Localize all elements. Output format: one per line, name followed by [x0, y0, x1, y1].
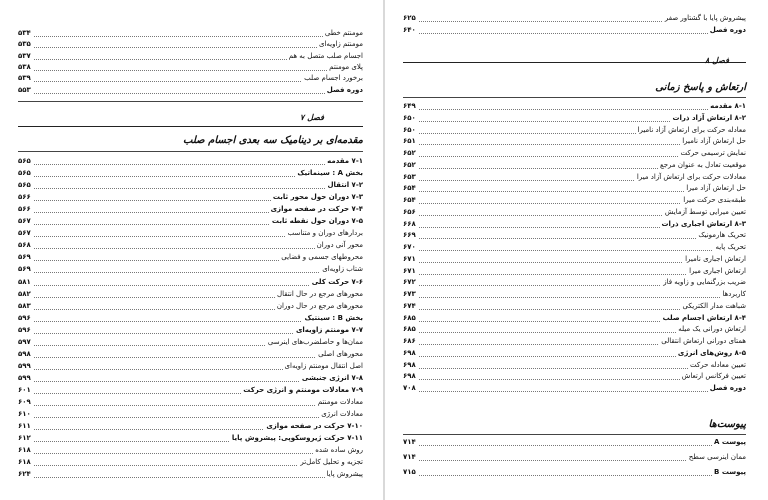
toc-entry[interactable] [18, 62, 363, 73]
toc-entry-page: ۷۰۸ [403, 384, 416, 392]
toc-entry[interactable] [403, 195, 746, 206]
toc-entry[interactable] [403, 371, 746, 382]
toc-entry-title: تحریک پایه [715, 243, 746, 251]
toc-entry[interactable] [18, 325, 363, 336]
toc-entry-title: ۷-۱ مقدمه [327, 157, 363, 165]
chapter-7-rule [18, 126, 363, 127]
toc-entry-page: ۶۶۹ [403, 231, 416, 240]
dot-leader [18, 47, 363, 48]
toc-entry[interactable] [18, 264, 363, 275]
appendices-title: پیوست‌ها [708, 419, 746, 430]
toc-entry[interactable] [18, 445, 363, 456]
dot-leader [18, 477, 363, 478]
toc-entry-page: ۵۶۷ [18, 217, 31, 226]
right-top-toc [403, 13, 746, 43]
toc-entry-page: ۶۴۰ [403, 26, 416, 34]
dot-leader [403, 445, 746, 446]
dot-leader [18, 93, 363, 94]
toc-entry[interactable] [18, 168, 363, 179]
toc-entry-page: ۶۷۱ [403, 266, 416, 275]
toc-entry-title: ۸-۴ ارتعاش اجسام صلب [662, 313, 746, 322]
toc-entry-page: ۶۵۰ [403, 125, 416, 134]
toc-entry-page: ۵۶۷ [18, 229, 31, 238]
toc-entry-page: ۵۶۶ [18, 205, 31, 214]
toc-entry[interactable] [403, 207, 746, 218]
toc-entry-page: ۶۷۴ [403, 301, 416, 310]
toc-entry[interactable] [18, 73, 363, 84]
chapter-8-rule [403, 62, 746, 63]
toc-entry-page: ۶۹۸ [403, 348, 416, 357]
toc-entry-page: ۷۱۴ [403, 453, 416, 461]
toc-entry-title: ۷-۱۰ حرکت در صفحه موازی [266, 422, 363, 431]
toc-entry[interactable] [18, 313, 363, 324]
toc-entry[interactable] [18, 301, 363, 312]
toc-entry[interactable] [18, 469, 363, 480]
toc-entry-title: پیشروش پایا [326, 470, 363, 479]
toc-entry[interactable] [18, 277, 363, 288]
toc-entry-page: ۶۵۱ [403, 137, 416, 146]
toc-entry-title: ارتعاش دورانی یک میله [678, 325, 746, 334]
toc-entry[interactable] [18, 252, 363, 263]
toc-entry-title: روش ساده شده [315, 446, 363, 455]
toc-entry[interactable] [403, 172, 746, 183]
toc-entry-title: ارتعاش اجباری میرا [689, 266, 746, 275]
toc-entry-page: ۶۵۲ [403, 149, 416, 157]
toc-entry[interactable] [18, 457, 363, 468]
toc-entry-title: ۷-۷ مومنتم زاویه‌ای [295, 325, 363, 334]
appendices-toc [403, 437, 746, 497]
toc-entry-title: شباهت مدار الکتریکی [682, 301, 746, 310]
toc-entry-title: اصل انتقال مومنتم زاویه‌ای [284, 361, 363, 370]
toc-entry-page: ۶۸۶ [403, 337, 416, 345]
toc-entry-page: ۶۵۶ [403, 207, 416, 216]
toc-entry-page: ۶۵۴ [403, 196, 416, 204]
toc-entry[interactable] [403, 383, 746, 394]
dot-leader [403, 475, 746, 476]
dot-leader [403, 109, 746, 110]
chapter-8-toc [403, 101, 746, 411]
toc-entry-page: ۵۹۹ [18, 361, 31, 370]
toc-entry-title: تعیین میرایی توسط آزمایش [664, 207, 746, 216]
toc-entry-title: همتای دورانی ارتعاش انتقالی [661, 337, 746, 345]
toc-entry[interactable] [403, 25, 746, 36]
toc-entry[interactable] [403, 437, 746, 448]
toc-entry-title: برخورد اجسام صلب [304, 74, 363, 83]
toc-entry-page: ۶۷۲ [403, 278, 416, 287]
toc-entry-title: بخش A : سینماتیک [297, 169, 363, 178]
dot-leader [18, 357, 363, 358]
toc-entry[interactable] [403, 277, 746, 288]
toc-entry-page: ۶۹۸ [403, 372, 416, 381]
toc-entry-page: ۶۱۸ [18, 446, 31, 455]
toc-entry-page: ۵۹۶ [18, 313, 31, 322]
toc-entry-page: ۵۳۴ [18, 29, 31, 37]
toc-entry[interactable] [18, 337, 363, 348]
toc-entry-title: ضریب بزرگنمایی و زاویه فاز [663, 278, 746, 287]
toc-entry-page: ۵۶۹ [18, 253, 31, 262]
toc-entry-title: ۸-۱ مقدمه [710, 102, 746, 110]
toc-entry-title: پیشروش پایا با گشتاور صفر [664, 14, 746, 22]
toc-entry[interactable] [403, 348, 746, 359]
toc-entry-title: پیوست A [713, 438, 746, 446]
toc-entry[interactable] [403, 313, 746, 324]
toc-entry-page: ۶۵۳ [403, 172, 416, 181]
toc-entry-title: تعیین معادله حرکت [690, 360, 746, 369]
dot-leader [403, 238, 746, 239]
toc-entry-title: ۷-۵ دوران حول نقطه ثابت [271, 217, 363, 226]
left-divider [18, 101, 363, 102]
toc-entry[interactable] [403, 324, 746, 335]
toc-entry-page: ۶۲۵ [403, 14, 416, 22]
toc-entry[interactable] [403, 266, 746, 277]
toc-entry-page: ۵۶۸ [18, 241, 31, 250]
toc-entry-title: ۸-۵ روش‌های انرژی [677, 348, 746, 357]
toc-entry-page: ۶۸۵ [403, 325, 416, 334]
toc-entry[interactable] [403, 160, 746, 171]
left-page [0, 0, 383, 500]
toc-entry-page: ۵۹۹ [18, 373, 31, 382]
toc-entry[interactable] [18, 433, 363, 444]
toc-entry-page: ۵۶۵ [18, 169, 31, 178]
toc-entry-page: ۷۱۵ [403, 468, 416, 476]
toc-entry[interactable] [18, 409, 363, 420]
toc-entry-title: تجزیه و تحلیل کامل‌تر [300, 458, 363, 467]
toc-entry-title: مومنتم خطی [324, 29, 363, 37]
toc-entry-title: مومنتم زاویه‌ای [318, 40, 363, 49]
dot-leader [18, 36, 363, 37]
toc-entry[interactable] [403, 242, 746, 253]
toc-entry[interactable] [403, 301, 746, 312]
toc-entry-page: ۵۳۹ [18, 74, 31, 83]
toc-entry[interactable] [18, 228, 363, 239]
toc-entry-title: معادله حرکت برای ارتعاش آزاد نامیرا [637, 125, 746, 134]
toc-entry-title: موقعیت تعادل به عنوان مرجع [660, 160, 746, 169]
toc-entry-page: ۶۵۰ [403, 113, 416, 122]
toc-entry-page: ۶۹۸ [403, 360, 416, 369]
toc-entry-page: ۶۴۹ [403, 102, 416, 110]
toc-entry-page: ۶۱۲ [18, 434, 31, 443]
toc-entry-title: حل ارتعاش آزاد میرا [686, 184, 746, 193]
chapter-8-label: فصل ۸ [705, 56, 729, 65]
toc-entry-page: ۶۵۲ [403, 160, 416, 169]
toc-entry-page: ۵۸۳ [18, 301, 31, 310]
toc-entry-page: ۷۱۴ [403, 438, 416, 446]
toc-entry-page: ۵۳۵ [18, 40, 31, 49]
toc-entry[interactable] [18, 192, 363, 203]
toc-entry-title: ۷-۴ حرکت در صفحه موازی [270, 205, 363, 214]
toc-entry[interactable] [403, 113, 746, 124]
toc-entry-page: ۶۰۱ [18, 385, 31, 394]
toc-entry[interactable] [18, 39, 363, 50]
toc-entry-title: ۷-۹ معادلات مومنتم و انرژی حرکت [243, 385, 363, 394]
dot-leader [18, 188, 363, 189]
toc-entry-page: ۶۵۴ [403, 184, 416, 193]
toc-entry[interactable] [18, 421, 363, 432]
toc-entry-title: محورهای مرجع در حال انتقال [277, 289, 363, 298]
dot-leader [18, 164, 363, 165]
dot-leader [403, 391, 746, 392]
dot-leader [403, 33, 746, 34]
toc-entry-page: ۶۱۱ [18, 422, 31, 431]
toc-entry-page: ۵۳۸ [18, 62, 31, 71]
dot-leader [403, 297, 746, 298]
toc-entry-title: ۷-۱۱ حرکت ژیروسکوپی: پیشروش پایا [231, 434, 363, 443]
toc-entry[interactable] [403, 254, 746, 265]
toc-entry[interactable] [18, 85, 363, 96]
toc-entry-title: نمایش ترسیمی حرکت [680, 149, 746, 157]
toc-entry[interactable] [403, 136, 746, 147]
toc-entry[interactable] [403, 101, 746, 112]
toc-entry[interactable] [18, 28, 363, 39]
toc-entry-title: حل ارتعاش آزاد نامیرا [682, 137, 746, 146]
toc-entry-page: ۵۶۶ [18, 193, 31, 202]
toc-entry[interactable] [403, 13, 746, 24]
toc-entry-title: ۸-۲ ارتعاش آزاد ذرات [672, 113, 746, 122]
chapter-7-title: مقدمه‌ای بر دینامیک سه بعدی اجسام صلب [183, 135, 363, 146]
toc-entry-title: بردارهای دوران و متناسب [287, 229, 363, 238]
toc-entry[interactable] [18, 361, 363, 372]
toc-entry-title: ۸-۳ ارتعاش اجباری ذرات [661, 219, 746, 228]
dot-leader [18, 272, 363, 273]
toc-entry-title: معادلات مومنتم [317, 398, 363, 406]
dot-leader [18, 70, 363, 71]
toc-entry[interactable] [18, 385, 363, 396]
toc-entry[interactable] [403, 360, 746, 371]
toc-entry-page: ۶۸۵ [403, 313, 416, 322]
toc-entry-page: ۶۰۹ [18, 398, 31, 406]
toc-entry-title: پلای مومنتم [329, 62, 363, 71]
toc-entry-page: ۵۵۳ [18, 85, 31, 94]
toc-entry-title: ممان‌ها و حاصلضرب‌های اینرسی [267, 337, 363, 346]
toc-entry-page: ۵۹۶ [18, 325, 31, 334]
toc-entry-title: ۷-۲ انتقال [327, 181, 363, 190]
toc-entry-page: ۶۱۸ [18, 458, 31, 467]
toc-entry[interactable] [403, 125, 746, 136]
toc-entry[interactable] [18, 373, 363, 384]
dot-leader [18, 405, 363, 406]
toc-entry-page: ۶۶۸ [403, 219, 416, 228]
chapter-7-title-underline [18, 151, 363, 152]
toc-entry[interactable] [18, 51, 363, 62]
dot-leader [403, 250, 746, 251]
left-top-toc [18, 28, 363, 98]
toc-entry[interactable] [18, 289, 363, 300]
toc-entry-page: ۵۶۹ [18, 265, 31, 274]
toc-entry[interactable] [403, 148, 746, 159]
toc-entry-title: تحریک هارمونیک [698, 231, 746, 240]
toc-entry-page: ۵۸۱ [18, 277, 31, 286]
toc-entry-title: بخش B : سینتیک [304, 313, 363, 322]
dot-leader [18, 248, 363, 249]
toc-entry-title: محروطهای جسمی و فضایی [281, 253, 363, 262]
toc-entry-page: ۵۹۷ [18, 337, 31, 346]
toc-entry[interactable] [18, 204, 363, 215]
toc-entry-title: ۷-۶ حرکت کلی [311, 277, 363, 286]
toc-entry-title: ممان اینرسی سطح [688, 453, 746, 461]
toc-entry[interactable] [403, 183, 746, 194]
toc-entry-title: دوره فصل [709, 384, 746, 392]
chapter-7-toc [18, 156, 363, 496]
toc-entry-title: ۷-۸ انرژی جنبشی [301, 373, 363, 382]
toc-entry[interactable] [403, 336, 746, 347]
toc-entry-title: دوره فصل [709, 26, 746, 34]
toc-entry-title: کاربردها [722, 290, 746, 298]
toc-entry-page: ۶۲۴ [18, 470, 31, 479]
right-page [385, 0, 768, 500]
toc-entry[interactable] [18, 349, 363, 360]
appendices-underline [403, 434, 746, 435]
toc-entry[interactable] [403, 230, 746, 241]
toc-entry-page: ۶۷۰ [403, 243, 416, 251]
toc-entry[interactable] [18, 240, 363, 251]
toc-entry-title: معادلات انرژی [321, 410, 363, 419]
toc-entry[interactable] [18, 156, 363, 167]
toc-entry[interactable] [18, 216, 363, 227]
toc-entry[interactable] [18, 180, 363, 191]
toc-entry-page: ۵۹۸ [18, 349, 31, 358]
toc-entry-page: ۶۱۰ [18, 410, 31, 419]
toc-entry[interactable] [18, 397, 363, 408]
toc-entry-title: طبقه‌بندی حرکت میرا [683, 196, 746, 204]
toc-entry[interactable] [403, 289, 746, 300]
toc-entry-title: محورهای مرجع در حال دوران [276, 301, 363, 310]
toc-entry-title: محور آنی دوران [316, 241, 363, 250]
chapter-8-title-underline [403, 97, 746, 98]
toc-entry-page: ۵۸۲ [18, 289, 31, 298]
toc-entry-title: ۷-۳ دوران حول محور ثابت [272, 193, 363, 202]
toc-entry-title: معادلات حرکت برای ارتعاش آزاد میرا [636, 172, 746, 181]
toc-entry-title: شتاب زاویه‌ای [322, 265, 363, 274]
toc-entry-title: اجسام صلب متصل به هم [288, 51, 363, 60]
toc-entry-title: ارتعاش اجباری نامیرا [685, 254, 746, 263]
toc-entry[interactable] [403, 467, 746, 478]
chapter-8-title: ارتعاش و پاسخ زمانی [655, 82, 746, 93]
toc-entry-page: ۵۳۷ [18, 51, 31, 60]
toc-entry-title: پیوست B [714, 468, 746, 476]
toc-entry[interactable] [403, 219, 746, 230]
toc-entry-title: محورهای اصلی [318, 349, 363, 358]
toc-entry-page: ۵۶۵ [18, 181, 31, 190]
toc-entry-page: ۶۷۱ [403, 254, 416, 263]
toc-entry-page: ۶۷۳ [403, 290, 416, 298]
chapter-7-label: فصل ۷ [300, 113, 324, 122]
toc-entry-title: تعیین فرکانس ارتعاش [681, 372, 746, 381]
toc-entry[interactable] [403, 452, 746, 463]
toc-entry-title: دوره فصل [326, 85, 363, 94]
toc-entry-page: ۵۶۵ [18, 157, 31, 165]
dot-leader [18, 417, 363, 418]
dot-leader [18, 453, 363, 454]
